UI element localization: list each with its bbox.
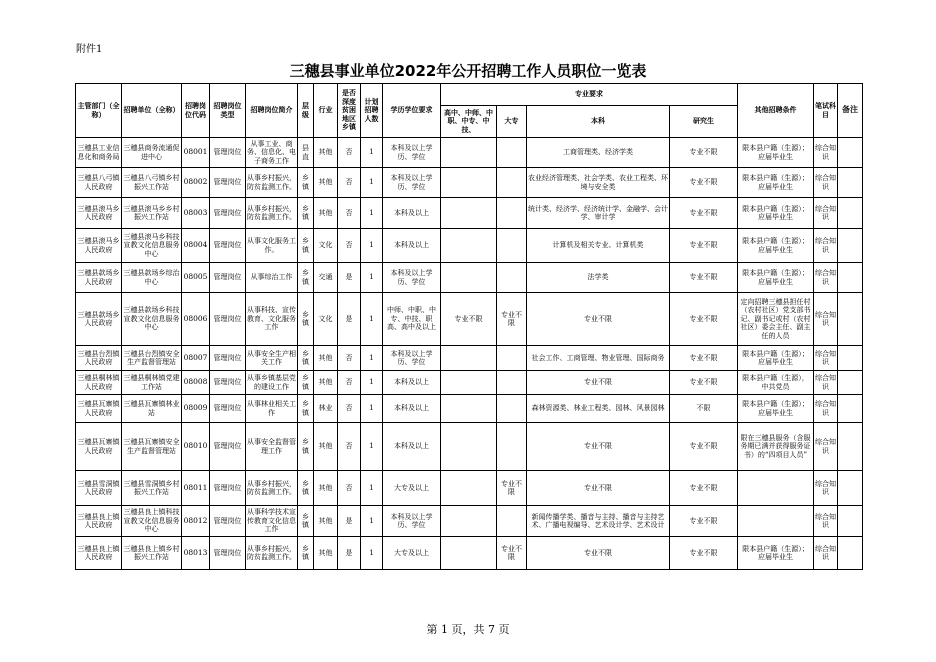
cell-level: 乡镇 — [298, 537, 314, 570]
header-major-bachelor: 本科 — [527, 106, 670, 138]
cell-poverty: 否 — [338, 395, 361, 423]
page-title: 三穗县事业单位2022年公开招聘工作人员职位一览表 — [289, 62, 647, 80]
cell-dept: 三穗县良上镇人民政府 — [76, 506, 122, 537]
cell-desc: 从事乡村振兴，防贫监测工作。 — [246, 471, 298, 506]
cell-industry: 文化 — [314, 293, 338, 346]
cell-unit: 三穗县滚马乡科技宣教文化信息服务中心 — [122, 229, 182, 263]
table-row — [76, 263, 863, 293]
cell-unit: 三穗县良上镇科技宣教文化信息服务中心 — [122, 506, 182, 537]
cell-dept: 三穗县瓦寨镇人民政府 — [76, 423, 122, 471]
cell-count: 1 — [361, 198, 383, 229]
cell-other: 限本县户籍（生源）；应届毕业生 — [738, 138, 814, 168]
cell-education: 大专及以上 — [383, 537, 441, 570]
cell-level: 乡镇 — [298, 506, 314, 537]
cell-other: 定向招聘三穗县担任村（农村社区）党支部书记、副书记或村（农村社区）委会主任、副主任的人员 — [738, 293, 814, 346]
table-body — [76, 138, 863, 570]
cell-graduate: 专业不限 — [670, 229, 738, 263]
header-unit: 招聘单位（全称） — [122, 84, 182, 138]
cell-desc: 从事安全生产相关工作 — [246, 346, 298, 371]
header-type: 招聘岗位类型 — [210, 84, 246, 138]
cell-remark — [838, 263, 863, 293]
table-row — [76, 168, 863, 198]
cell-education: 本科及以上学历、学位 — [383, 138, 441, 168]
cell-secondary — [441, 198, 497, 229]
cell-exam: 综合知识 — [814, 293, 838, 346]
cell-count: 1 — [361, 371, 383, 395]
cell-remark — [838, 537, 863, 570]
cell-type: 管理岗位 — [210, 506, 246, 537]
cell-industry: 其他 — [314, 346, 338, 371]
cell-graduate: 专业不限 — [670, 198, 738, 229]
cell-industry: 其他 — [314, 168, 338, 198]
cell-education: 本科及以上学历、学位 — [383, 263, 441, 293]
cell-level: 乡镇 — [298, 371, 314, 395]
cell-industry: 其他 — [314, 138, 338, 168]
cell-dept: 三穗县滚马乡人民政府 — [76, 198, 122, 229]
cell-exam: 综合知识 — [814, 537, 838, 570]
cell-unit: 三穗县桐林镇党建工作站 — [122, 371, 182, 395]
cell-secondary — [441, 138, 497, 168]
cell-education: 本科及以上学历、学位 — [383, 168, 441, 198]
cell-count: 1 — [361, 395, 383, 423]
cell-level: 乡镇 — [298, 229, 314, 263]
cell-type: 管理岗位 — [210, 395, 246, 423]
cell-remark — [838, 371, 863, 395]
cell-other: 限本县户籍（生源）；应届毕业生 — [738, 263, 814, 293]
cell-unit: 三穗县瓦寨镇林业站 — [122, 395, 182, 423]
cell-education: 大专及以上 — [383, 471, 441, 506]
positions-table — [75, 83, 863, 570]
cell-remark — [838, 395, 863, 423]
header-code: 招聘岗位代码 — [182, 84, 210, 138]
cell-dept: 三穗县雪洞镇人民政府 — [76, 471, 122, 506]
cell-type: 管理岗位 — [210, 293, 246, 346]
cell-other: 限本县户籍（生源）；应届毕业生 — [738, 168, 814, 198]
cell-industry: 其他 — [314, 471, 338, 506]
cell-college: 专业不限 — [497, 471, 527, 506]
cell-bachelor: 专业不限 — [527, 423, 670, 471]
cell-exam: 综合知识 — [814, 198, 838, 229]
cell-graduate: 专业不限 — [670, 168, 738, 198]
cell-level: 乡镇 — [298, 471, 314, 506]
cell-bachelor: 统计类、经济学、经济统计学、金融学、会计学、审计学 — [527, 198, 670, 229]
cell-unit: 三穗县雪洞镇乡村振兴工作站 — [122, 471, 182, 506]
cell-dept: 三穗县台烈镇人民政府 — [76, 346, 122, 371]
table-row — [76, 346, 863, 371]
cell-secondary: 专业不限 — [441, 293, 497, 346]
cell-code: 08008 — [182, 371, 210, 395]
cell-type: 管理岗位 — [210, 423, 246, 471]
header-major-college: 大专 — [497, 106, 527, 138]
cell-remark — [838, 471, 863, 506]
cell-unit: 三穗县款场乡科技宣教文化信息服务中心 — [122, 293, 182, 346]
cell-count: 1 — [361, 423, 383, 471]
table-row — [76, 229, 863, 263]
cell-desc: 从事工业、商务、信息化、电子商务工作 — [246, 138, 298, 168]
cell-other: 限本县户籍（生源）；应届毕业生 — [738, 346, 814, 371]
cell-level: 乡镇 — [298, 198, 314, 229]
cell-unit: 三穗县台烈镇安全生产监督管理站 — [122, 346, 182, 371]
cell-code: 08011 — [182, 471, 210, 506]
cell-industry: 林业 — [314, 395, 338, 423]
cell-count: 1 — [361, 346, 383, 371]
cell-code: 08001 — [182, 138, 210, 168]
cell-code: 08012 — [182, 506, 210, 537]
cell-exam: 综合知识 — [814, 506, 838, 537]
cell-industry: 其他 — [314, 371, 338, 395]
cell-count: 1 — [361, 138, 383, 168]
cell-poverty: 否 — [338, 229, 361, 263]
header-desc: 招聘岗位简介 — [246, 84, 298, 138]
header-poverty: 是否深度贫困地区乡镇 — [338, 84, 361, 138]
cell-graduate: 专业不限 — [670, 263, 738, 293]
cell-secondary — [441, 537, 497, 570]
cell-bachelor: 专业不限 — [527, 537, 670, 570]
cell-type: 管理岗位 — [210, 229, 246, 263]
cell-dept: 三穗县桐林镇人民政府 — [76, 371, 122, 395]
cell-bachelor: 新闻传播学类、播音与主持、播音与主持艺术、广播电视编导、艺术设计学、艺术设计 — [527, 506, 670, 537]
header-count: 计划招聘人数 — [361, 84, 383, 138]
cell-count: 1 — [361, 471, 383, 506]
cell-graduate: 专业不限 — [670, 346, 738, 371]
table-row — [76, 293, 863, 346]
header-level: 层级 — [298, 84, 314, 138]
cell-exam: 综合知识 — [814, 395, 838, 423]
cell-college: 专业不限 — [497, 293, 527, 346]
cell-poverty: 否 — [338, 471, 361, 506]
cell-count: 1 — [361, 263, 383, 293]
cell-secondary — [441, 423, 497, 471]
cell-industry: 其他 — [314, 198, 338, 229]
cell-industry: 其他 — [314, 506, 338, 537]
cell-type: 管理岗位 — [210, 138, 246, 168]
cell-unit: 三穗县商务流通促进中心 — [122, 138, 182, 168]
attachment-label: 附件1 — [76, 44, 103, 55]
cell-remark — [838, 229, 863, 263]
cell-desc: 从事乡村振兴，防贫监测工作。 — [246, 168, 298, 198]
cell-education: 本科及以上 — [383, 371, 441, 395]
cell-desc: 从事综治工作 — [246, 263, 298, 293]
cell-remark — [838, 423, 863, 471]
cell-remark — [838, 506, 863, 537]
header-other: 其他招聘条件 — [738, 84, 814, 138]
cell-unit: 三穗县瓦寨镇安全生产监督管理站 — [122, 423, 182, 471]
cell-poverty: 否 — [338, 423, 361, 471]
cell-industry: 其他 — [314, 537, 338, 570]
cell-code: 08009 — [182, 395, 210, 423]
header-major-graduate: 研究生 — [670, 106, 738, 138]
table-row — [76, 423, 863, 471]
cell-desc: 从事林业相关工作 — [246, 395, 298, 423]
cell-education: 本科及以上 — [383, 395, 441, 423]
header-major-secondary: 高中、中师、中职、中专、中技、 — [441, 106, 497, 138]
cell-bachelor: 工商管理类、经济学类 — [527, 138, 670, 168]
cell-level: 乡镇 — [298, 168, 314, 198]
table-row — [76, 371, 863, 395]
cell-count: 1 — [361, 506, 383, 537]
header-education: 学历学位要求 — [383, 84, 441, 138]
cell-type: 管理岗位 — [210, 346, 246, 371]
cell-poverty: 否 — [338, 371, 361, 395]
cell-count: 1 — [361, 293, 383, 346]
cell-education: 本科及以上 — [383, 198, 441, 229]
cell-graduate: 专业不限 — [670, 138, 738, 168]
cell-secondary — [441, 263, 497, 293]
cell-poverty: 否 — [338, 168, 361, 198]
cell-remark — [838, 138, 863, 168]
cell-exam: 综合知识 — [814, 423, 838, 471]
cell-poverty: 是 — [338, 293, 361, 346]
cell-college — [497, 423, 527, 471]
cell-exam: 综合知识 — [814, 138, 838, 168]
cell-level: 乡镇 — [298, 423, 314, 471]
cell-poverty: 否 — [338, 138, 361, 168]
cell-college — [497, 371, 527, 395]
cell-exam: 综合知识 — [814, 263, 838, 293]
cell-remark — [838, 293, 863, 346]
cell-bachelor: 社会工作、工商管理、物业管理、国际商务 — [527, 346, 670, 371]
cell-graduate: 专业不限 — [670, 506, 738, 537]
table-row — [76, 506, 863, 537]
cell-count: 1 — [361, 537, 383, 570]
cell-poverty: 否 — [338, 198, 361, 229]
cell-exam: 综合知识 — [814, 229, 838, 263]
cell-secondary — [441, 346, 497, 371]
table-row — [76, 138, 863, 168]
cell-other: 限在三穗县服务（含服务期已满并获得服务证书）的“四项目人员” — [738, 423, 814, 471]
cell-secondary — [441, 471, 497, 506]
cell-dept: 三穗县工业信息化和商务局 — [76, 138, 122, 168]
cell-bachelor: 农业经济管理类、社会学类、农业工程类、环境与安全类 — [527, 168, 670, 198]
cell-other: 限本县户籍（生源）；应届毕业生 — [738, 229, 814, 263]
cell-code: 08003 — [182, 198, 210, 229]
cell-type: 管理岗位 — [210, 471, 246, 506]
cell-college: 专业不限 — [497, 537, 527, 570]
cell-remark — [838, 346, 863, 371]
cell-unit: 三穗县滚马乡乡村振兴工作站 — [122, 198, 182, 229]
cell-graduate: 专业不限 — [670, 371, 738, 395]
cell-secondary — [441, 229, 497, 263]
cell-desc: 从事乡镇基层党的建设工作 — [246, 371, 298, 395]
header-dept: 主管部门（全称） — [76, 84, 122, 138]
cell-education: 本科及以上 — [383, 229, 441, 263]
cell-graduate: 专业不限 — [670, 293, 738, 346]
cell-college — [497, 168, 527, 198]
table-row — [76, 471, 863, 506]
cell-level: 乡镇 — [298, 346, 314, 371]
cell-secondary — [441, 371, 497, 395]
cell-type: 管理岗位 — [210, 371, 246, 395]
cell-bachelor: 专业不限 — [527, 293, 670, 346]
cell-bachelor: 专业不限 — [527, 371, 670, 395]
cell-level: 县直 — [298, 138, 314, 168]
cell-exam: 综合知识 — [814, 471, 838, 506]
cell-education: 中师、中职、中专、中技、职高、高中及以上 — [383, 293, 441, 346]
cell-exam: 综合知识 — [814, 371, 838, 395]
cell-dept: 三穗县八弓镇人民政府 — [76, 168, 122, 198]
cell-dept: 三穗县款场乡人民政府 — [76, 263, 122, 293]
cell-desc: 从事安全监督管理工作 — [246, 423, 298, 471]
cell-code: 08013 — [182, 537, 210, 570]
cell-other: 限本县户籍（生源）；应届毕业生 — [738, 198, 814, 229]
cell-level: 乡镇 — [298, 263, 314, 293]
cell-other — [738, 506, 814, 537]
cell-dept: 三穗县良上镇人民政府 — [76, 537, 122, 570]
cell-code: 08007 — [182, 346, 210, 371]
cell-other — [738, 471, 814, 506]
cell-type: 管理岗位 — [210, 537, 246, 570]
cell-remark — [838, 168, 863, 198]
cell-graduate: 专业不限 — [670, 537, 738, 570]
cell-level: 乡镇 — [298, 293, 314, 346]
cell-poverty: 是 — [338, 263, 361, 293]
cell-code: 08010 — [182, 423, 210, 471]
cell-college — [497, 229, 527, 263]
cell-college — [497, 395, 527, 423]
cell-remark — [838, 198, 863, 229]
cell-desc: 从事乡村振兴，防贫监测工作。 — [246, 198, 298, 229]
cell-other: 限本县户籍（生源）；应届毕业生 — [738, 395, 814, 423]
cell-graduate: 专业不限 — [670, 423, 738, 471]
cell-bachelor: 专业不限 — [527, 471, 670, 506]
cell-dept: 三穗县瓦寨镇人民政府 — [76, 395, 122, 423]
table-row — [76, 395, 863, 423]
table-row — [76, 537, 863, 570]
cell-desc: 从事科学技术宣传教育文化信息工作 — [246, 506, 298, 537]
cell-desc: 从事科技、宣传教育、文化服务工作 — [246, 293, 298, 346]
cell-type: 管理岗位 — [210, 198, 246, 229]
table-row — [76, 198, 863, 229]
cell-industry: 交通 — [314, 263, 338, 293]
cell-desc: 从事文化服务工作。 — [246, 229, 298, 263]
header-exam: 笔试科目 — [814, 84, 838, 138]
cell-secondary — [441, 168, 497, 198]
cell-industry: 文化 — [314, 229, 338, 263]
cell-poverty: 是 — [338, 506, 361, 537]
cell-code: 08004 — [182, 229, 210, 263]
cell-unit: 三穗县八弓镇乡村振兴工作站 — [122, 168, 182, 198]
cell-code: 08005 — [182, 263, 210, 293]
cell-exam: 综合知识 — [814, 168, 838, 198]
header-industry: 行业 — [314, 84, 338, 138]
cell-industry: 其他 — [314, 423, 338, 471]
cell-education: 本科及以上学历、学位 — [383, 506, 441, 537]
cell-poverty: 是 — [338, 537, 361, 570]
cell-poverty: 否 — [338, 346, 361, 371]
cell-dept: 三穗县款场乡人民政府 — [76, 293, 122, 346]
cell-other: 限本县户籍（生源），中共党员 — [738, 371, 814, 395]
cell-college — [497, 198, 527, 229]
cell-type: 管理岗位 — [210, 263, 246, 293]
cell-graduate: 不限 — [670, 395, 738, 423]
cell-count: 1 — [361, 168, 383, 198]
cell-type: 管理岗位 — [210, 168, 246, 198]
cell-dept: 三穗县滚马乡人民政府 — [76, 229, 122, 263]
cell-desc: 从事乡村振兴，防贫监测工作。 — [246, 537, 298, 570]
cell-bachelor: 法学类 — [527, 263, 670, 293]
header-remark: 备注 — [838, 84, 863, 138]
cell-education: 本科及以上 — [383, 423, 441, 471]
cell-college — [497, 138, 527, 168]
cell-secondary — [441, 395, 497, 423]
cell-unit: 三穗县良上镇乡村振兴工作站 — [122, 537, 182, 570]
cell-code: 08002 — [182, 168, 210, 198]
cell-education: 本科及以上学历、学位 — [383, 346, 441, 371]
cell-secondary — [441, 506, 497, 537]
cell-count: 1 — [361, 229, 383, 263]
page-number: 第 1 页，共 7 页 — [426, 623, 510, 636]
header-major-group: 专业要求 — [441, 84, 738, 106]
cell-unit: 三穗县款场乡综治中心 — [122, 263, 182, 293]
cell-college — [497, 346, 527, 371]
cell-exam: 综合知识 — [814, 346, 838, 371]
cell-bachelor: 森林资源类、林业工程类、园林、风景园林 — [527, 395, 670, 423]
cell-code: 08006 — [182, 293, 210, 346]
cell-college — [497, 506, 527, 537]
cell-other: 限本县户籍（生源）；应届毕业生 — [738, 537, 814, 570]
cell-college — [497, 263, 527, 293]
cell-bachelor: 计算机及相关专业、计算机类 — [527, 229, 670, 263]
cell-level: 乡镇 — [298, 395, 314, 423]
cell-graduate: 专业不限 — [670, 471, 738, 506]
